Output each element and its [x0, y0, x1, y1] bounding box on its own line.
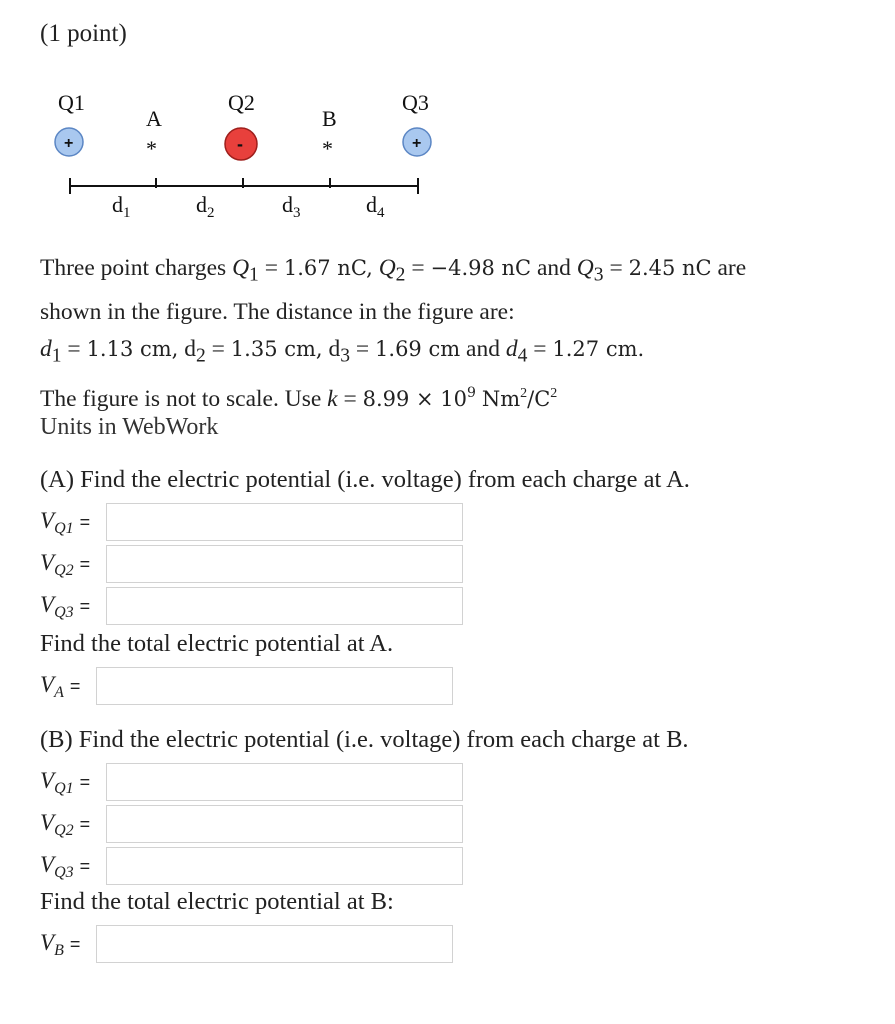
vb-total-label: $V_B$ = [40, 930, 81, 959]
vb-q3-input[interactable] [106, 847, 463, 885]
va-q1-label: $V_{Q1}$ = [40, 508, 91, 537]
point-a-label: A [146, 106, 162, 131]
problem-line-1: Three point charges $Q_1 = 1.67$ nC, $Q_2 = -4.98$ nC and $Q_3 = 2.45$ nC are [40, 255, 747, 286]
vb-q1-input[interactable] [106, 763, 463, 801]
vb-q3-label: $V_{Q3}$ = [40, 852, 91, 881]
part-a-heading: (A) Find the electric potential (i.e. voltage) from each charge at A. [40, 466, 690, 493]
vb-q2-label: $V_{Q2}$ = [40, 810, 91, 839]
vb-q2-input[interactable] [106, 805, 463, 843]
va-q1-input[interactable] [106, 503, 463, 541]
d2-label: $d_2$ [196, 192, 215, 221]
d3-label: $d_3$ [282, 192, 301, 221]
va-q3-input[interactable] [106, 587, 463, 625]
svg-text:+: + [412, 135, 422, 152]
charge-diagram [40, 80, 440, 230]
part-a-total-heading: Find the total electric potential at A. [40, 630, 394, 657]
va-q2-label: $V_{Q2}$ = [40, 550, 91, 579]
svg-text:+: + [64, 135, 74, 152]
point-b-label: B [322, 106, 337, 131]
d4-label: $d_4$ [366, 192, 385, 221]
d1-label: $d_1$ [112, 192, 131, 221]
va-q2-input[interactable] [106, 545, 463, 583]
point-b-marker: * [322, 136, 333, 161]
problem-line-2: shown in the figure. The distance in the figure are: [40, 299, 515, 326]
units-link[interactable]: Units in WebWork [40, 414, 219, 440]
q2-label: Q2 [228, 90, 255, 115]
problem-line-4: The figure is not to scale. Use $k = 8.99 \times 10^9$ $Nm^2/C^2$ [40, 384, 558, 412]
va-q3-label: $V_{Q3}$ = [40, 592, 91, 621]
vb-q1-label: $V_{Q1}$ = [40, 768, 91, 797]
q3-label: Q3 [402, 90, 429, 115]
problem-line-3: $d_1 = 1.13$ cm, $d_2 = 1.35$ cm, $d_3 = 1.69$ cm and $d_4 = 1.27$ cm. [40, 335, 645, 367]
q1-charge [55, 128, 83, 156]
q3-charge [403, 128, 431, 156]
svg-text:-: - [237, 134, 243, 154]
va-total-label: $V_A$ = [40, 672, 81, 701]
q2-charge [225, 128, 257, 160]
vb-total-input[interactable] [96, 925, 453, 963]
part-b-heading: (B) Find the electric potential (i.e. voltage) from each charge at B. [40, 726, 689, 753]
points-label: (1 point) [40, 20, 127, 47]
part-b-total-heading: Find the total electric potential at B: [40, 888, 394, 915]
problem-statement [40, 250, 860, 417]
point-a-marker: * [146, 136, 157, 161]
va-total-input[interactable] [96, 667, 453, 705]
q1-label: Q1 [58, 90, 85, 115]
